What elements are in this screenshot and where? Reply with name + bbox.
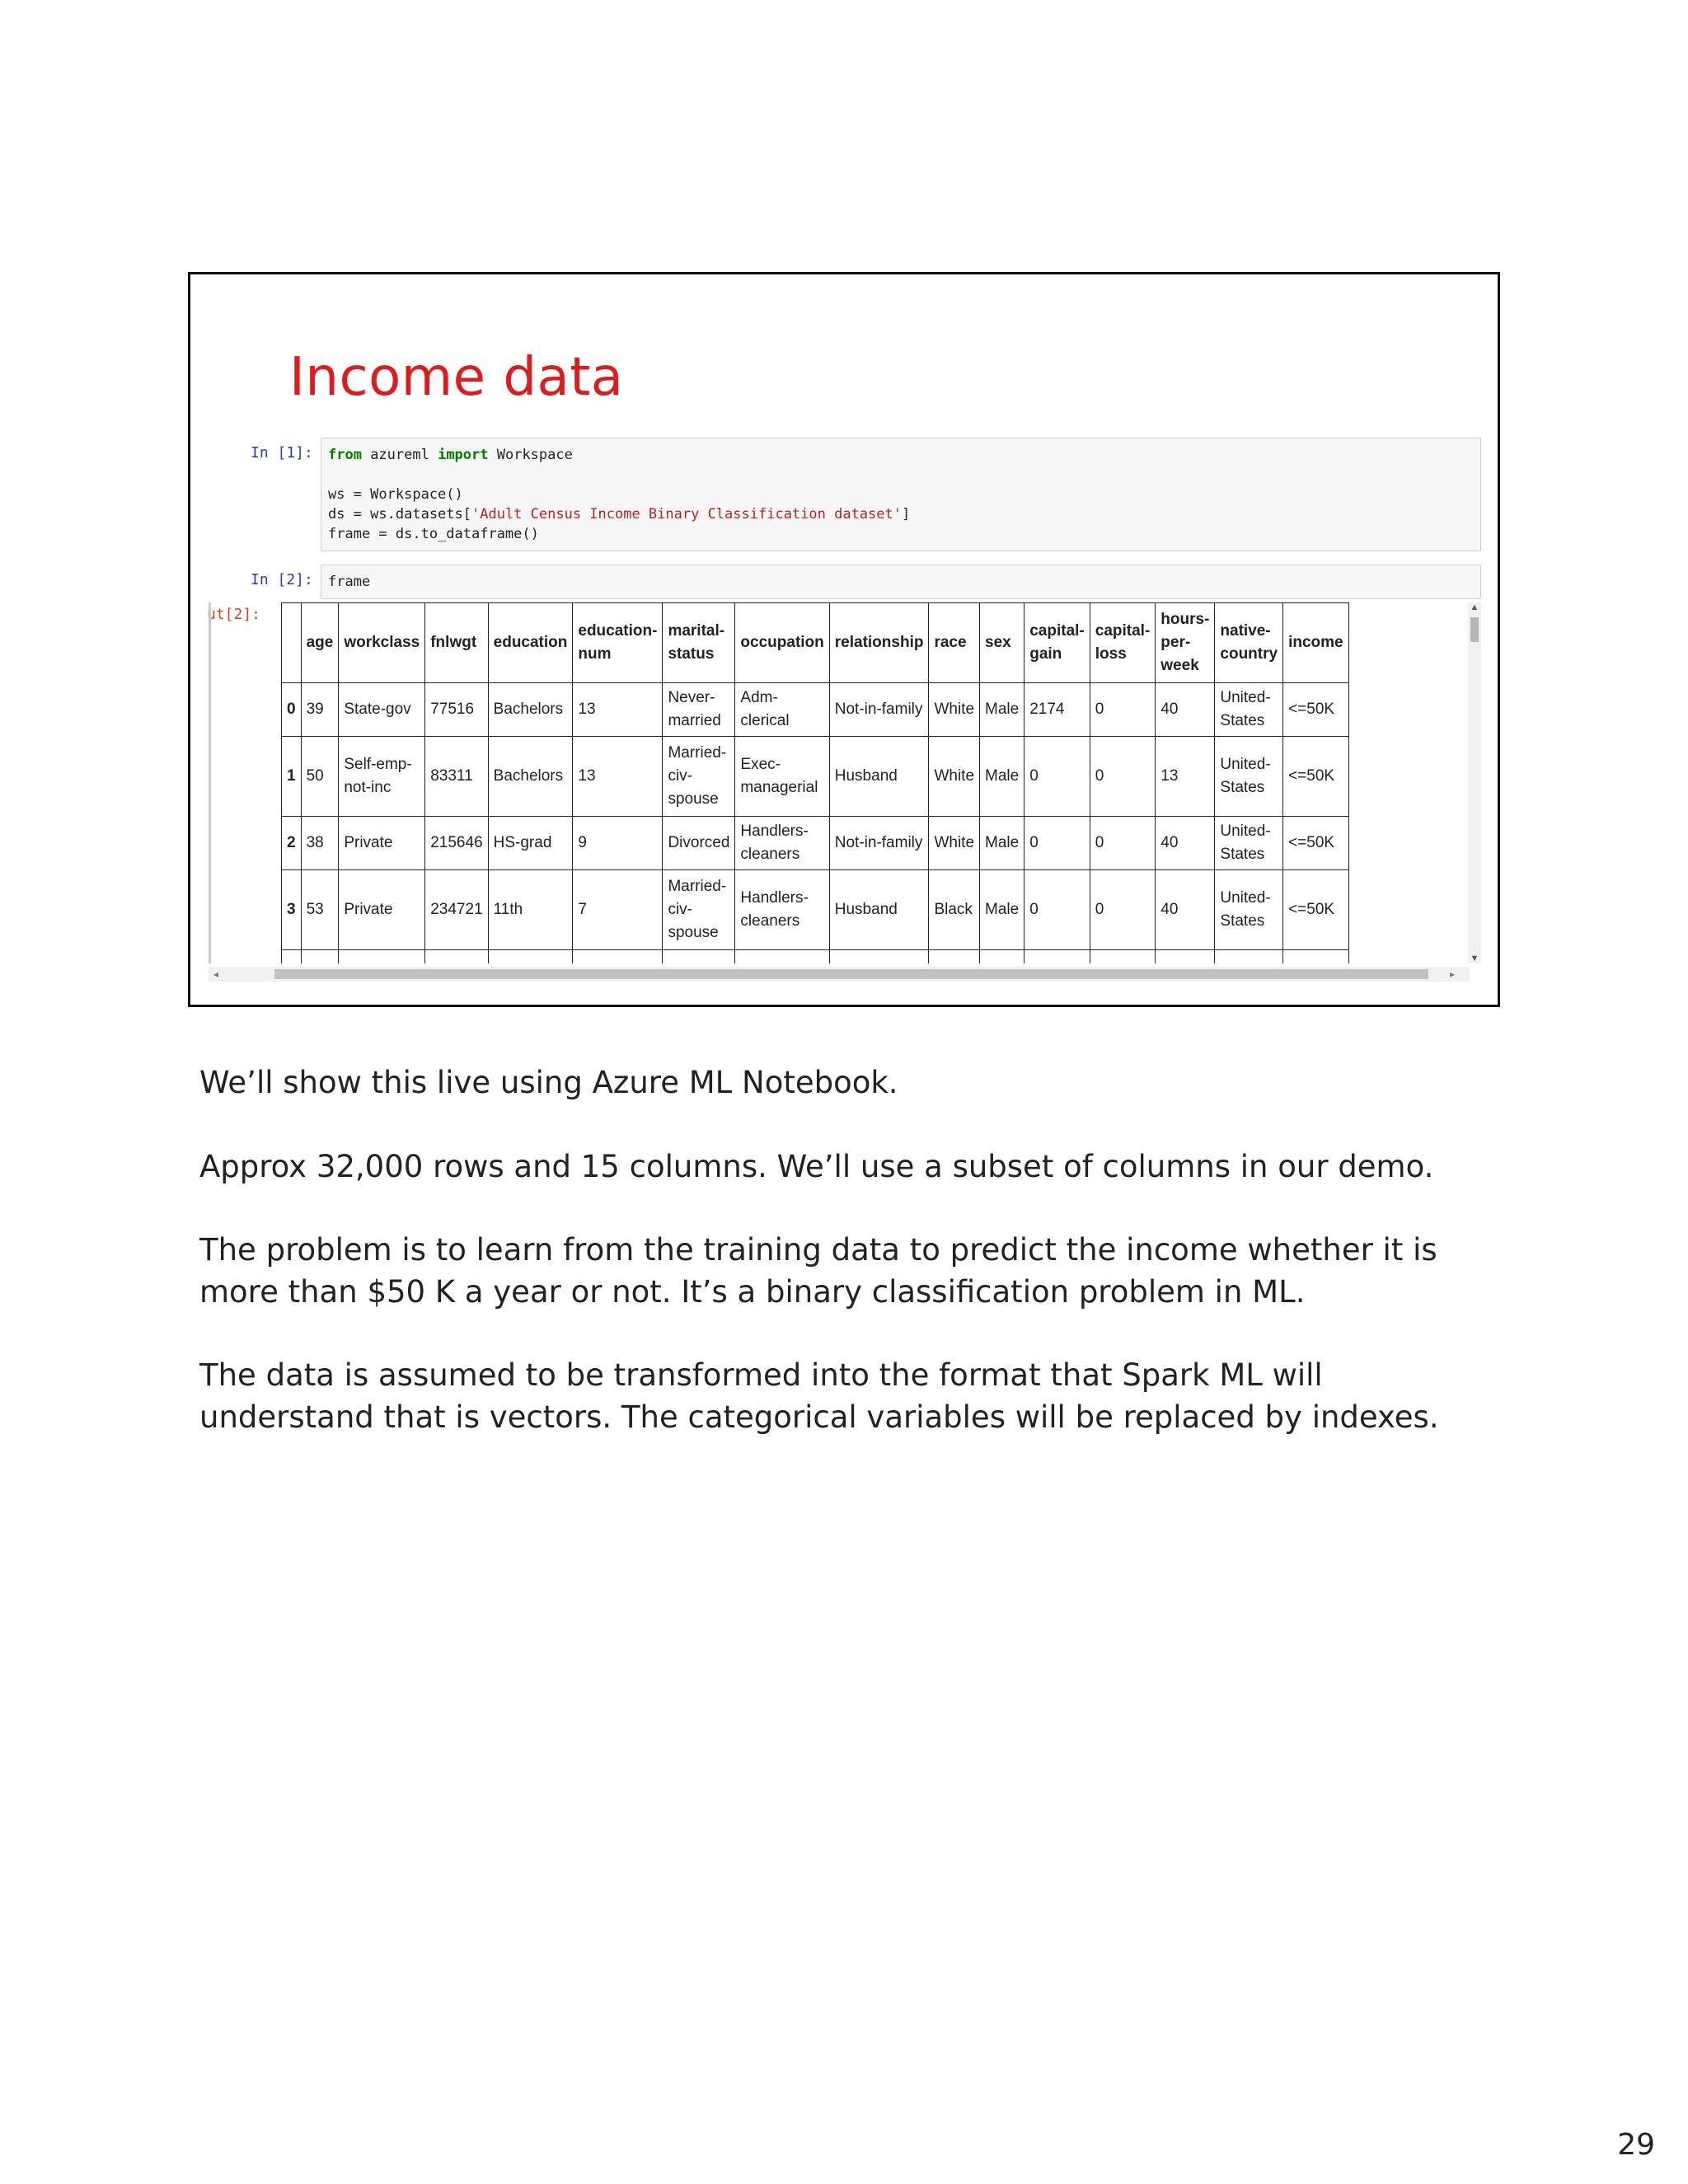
- code-line: [328, 445, 1474, 465]
- table-cell: 53: [301, 870, 339, 950]
- horizontal-scrollbar[interactable]: [209, 967, 1470, 982]
- table-cell: 40: [1156, 817, 1215, 870]
- table-cell: White: [929, 683, 980, 737]
- slide-screenshot: [188, 272, 1500, 1007]
- table-cell: Male: [980, 737, 1025, 817]
- column-header: education: [488, 603, 573, 683]
- table-cell: Male: [980, 683, 1025, 737]
- table-row: [282, 870, 1349, 950]
- table-cell: Bachelors: [488, 683, 573, 737]
- table-cell: Husband: [829, 737, 929, 817]
- table-cell: 40: [1156, 683, 1215, 737]
- paragraph: We’ll show this live using Azure ML Notebook.: [199, 1065, 898, 1100]
- table-cell: United- States: [1215, 737, 1283, 817]
- table-row: [282, 683, 1349, 737]
- table-cell: [1025, 950, 1090, 964]
- table-cell: [573, 950, 663, 964]
- table-cell: 13: [1156, 737, 1215, 817]
- column-header: occupation: [735, 603, 829, 683]
- page-number: 29: [1617, 2128, 1655, 2162]
- column-header: [282, 603, 302, 683]
- table-cell: 40: [1156, 870, 1215, 950]
- code-text: ws = Workspace(): [328, 486, 463, 503]
- code-text: azureml: [361, 447, 438, 463]
- table-cell: State-gov: [339, 683, 425, 737]
- table-cell: Not-in-family: [829, 817, 929, 870]
- column-header: capital- loss: [1090, 603, 1156, 683]
- table-cell: 11th: [488, 870, 573, 950]
- code-cell-2[interactable]: [321, 565, 1481, 599]
- column-header: capital- gain: [1025, 603, 1090, 683]
- column-header: race: [929, 603, 980, 683]
- scroll-up-icon[interactable]: ▲: [1470, 602, 1479, 612]
- table-cell: Black: [929, 870, 980, 950]
- table-cell: 0: [1090, 683, 1156, 737]
- code-line: [328, 504, 1474, 524]
- code-line: [328, 465, 1474, 485]
- table-cell: [301, 950, 339, 964]
- dataframe-output[interactable]: [209, 602, 1489, 963]
- column-header: sex: [980, 603, 1025, 683]
- table-cell: 0: [1090, 737, 1156, 817]
- column-header: fnlwgt: [425, 603, 488, 683]
- code-text: frame = ds.to_dataframe(): [328, 526, 539, 542]
- table-cell: 215646: [425, 817, 488, 870]
- table-cell: 0: [1090, 870, 1156, 950]
- table-cell: [1090, 950, 1156, 964]
- column-header: hours- per- week: [1156, 603, 1215, 683]
- table-cell: Divorced: [663, 817, 735, 870]
- table-cell: [829, 950, 929, 964]
- table-cell: <=50K: [1283, 737, 1349, 817]
- table-cell: Not-in-family: [829, 683, 929, 737]
- table-cell: [339, 950, 425, 964]
- code-cell-1[interactable]: [321, 438, 1481, 551]
- row-index: 1: [282, 737, 302, 817]
- table-cell: 38: [301, 817, 339, 870]
- column-header: native- country: [1215, 603, 1283, 683]
- table-cell: Handlers- cleaners: [735, 870, 829, 950]
- paragraph: The data is assumed to be transformed into the format that Spark ML will understand that is vectors. The categorical variables will be replaced by indexes.: [199, 1357, 1439, 1435]
- column-header: age: [301, 603, 339, 683]
- table-cell: 83311: [425, 737, 488, 817]
- table-cell: [425, 950, 488, 964]
- table-cell: 0: [1025, 870, 1090, 950]
- table-cell: Married- civ- spouse: [663, 870, 735, 950]
- table-cell: White: [929, 817, 980, 870]
- table-cell: 39: [301, 683, 339, 737]
- row-index: 3: [282, 870, 302, 950]
- table-cell: 77516: [425, 683, 488, 737]
- row-index: 0: [282, 683, 302, 737]
- table-cell: 9: [573, 817, 663, 870]
- table-cell: Male: [980, 817, 1025, 870]
- scroll-left-icon[interactable]: ◂: [213, 968, 219, 980]
- code-line: [328, 524, 1474, 544]
- table-cell: Adm- clerical: [735, 683, 829, 737]
- table-cell: [929, 950, 980, 964]
- table-cell: [488, 950, 573, 964]
- table-cell: Bachelors: [488, 737, 573, 817]
- table-header-row: [282, 603, 1349, 683]
- table-cell: United- States: [1215, 683, 1283, 737]
- table-cell: White: [929, 737, 980, 817]
- code-line: [328, 485, 1474, 504]
- table-cell: United- States: [1215, 870, 1283, 950]
- code-text: ds = ws.datasets[: [328, 506, 471, 523]
- input-prompt-1: In [1]:: [251, 444, 313, 462]
- table-row: [282, 950, 1349, 964]
- table-cell: Never- married: [663, 683, 735, 737]
- table-cell: [1215, 950, 1283, 964]
- slide-title: Income data: [289, 347, 624, 408]
- table-cell: 234721: [425, 870, 488, 950]
- column-header: workclass: [339, 603, 425, 683]
- table-cell: [282, 950, 302, 964]
- column-header: relationship: [829, 603, 929, 683]
- table-cell: 0: [1025, 817, 1090, 870]
- code-string: 'Adult Census Income Binary Classification dataset': [471, 506, 902, 523]
- table-cell: 50: [301, 737, 339, 817]
- table-cell: HS-grad: [488, 817, 573, 870]
- code-text: Workspace: [488, 447, 573, 463]
- code-line: frame: [328, 574, 371, 590]
- table-cell: 2174: [1025, 683, 1090, 737]
- table-cell: [1283, 950, 1349, 964]
- scroll-thumb[interactable]: [274, 969, 1428, 979]
- table-cell: 7: [573, 870, 663, 950]
- scroll-down-icon[interactable]: ▼: [1470, 954, 1479, 963]
- table-cell: Husband: [829, 870, 929, 950]
- paragraph: The problem is to learn from the training data to predict the income whether it is more than $50 K a year or not. It’s a binary classification problem in ML.: [199, 1232, 1437, 1310]
- table-cell: [1156, 950, 1215, 964]
- code-text: ]: [901, 506, 911, 523]
- output-prompt: ut[2]:: [207, 606, 261, 623]
- table-cell: 0: [1025, 737, 1090, 817]
- table-cell: Married- civ- spouse: [663, 737, 735, 817]
- table-cell: [980, 950, 1025, 964]
- scroll-right-icon[interactable]: ▸: [1449, 968, 1456, 980]
- table-cell: <=50K: [1283, 683, 1349, 737]
- table-cell: Male: [980, 870, 1025, 950]
- table-cell: Self-emp- not-inc: [339, 737, 425, 817]
- column-header: education- num: [573, 603, 663, 683]
- table-row: [282, 737, 1349, 817]
- row-index: 2: [282, 817, 302, 870]
- table-cell: 13: [573, 737, 663, 817]
- table-cell: Handlers- cleaners: [735, 817, 829, 870]
- table-cell: Exec- managerial: [735, 737, 829, 817]
- vertical-scrollbar[interactable]: [1468, 602, 1481, 963]
- column-header: marital- status: [663, 603, 735, 683]
- input-prompt-2: In [2]:: [251, 571, 313, 588]
- code-keyword: import: [438, 447, 489, 463]
- table-cell: 0: [1090, 817, 1156, 870]
- table-cell: 13: [573, 683, 663, 737]
- table-cell: [663, 950, 735, 964]
- dataframe-table: [281, 602, 1349, 963]
- table-cell: Private: [339, 817, 425, 870]
- code-keyword: from: [328, 447, 362, 463]
- table-row: [282, 817, 1349, 870]
- column-header: income: [1283, 603, 1349, 683]
- table-cell: <=50K: [1283, 870, 1349, 950]
- table-cell: United- States: [1215, 817, 1283, 870]
- scroll-thumb[interactable]: [1470, 617, 1479, 642]
- table-cell: [735, 950, 829, 964]
- table-cell: <=50K: [1283, 817, 1349, 870]
- paragraph: Approx 32,000 rows and 15 columns. We’ll use a subset of columns in our demo.: [199, 1149, 1434, 1184]
- table-cell: Private: [339, 870, 425, 950]
